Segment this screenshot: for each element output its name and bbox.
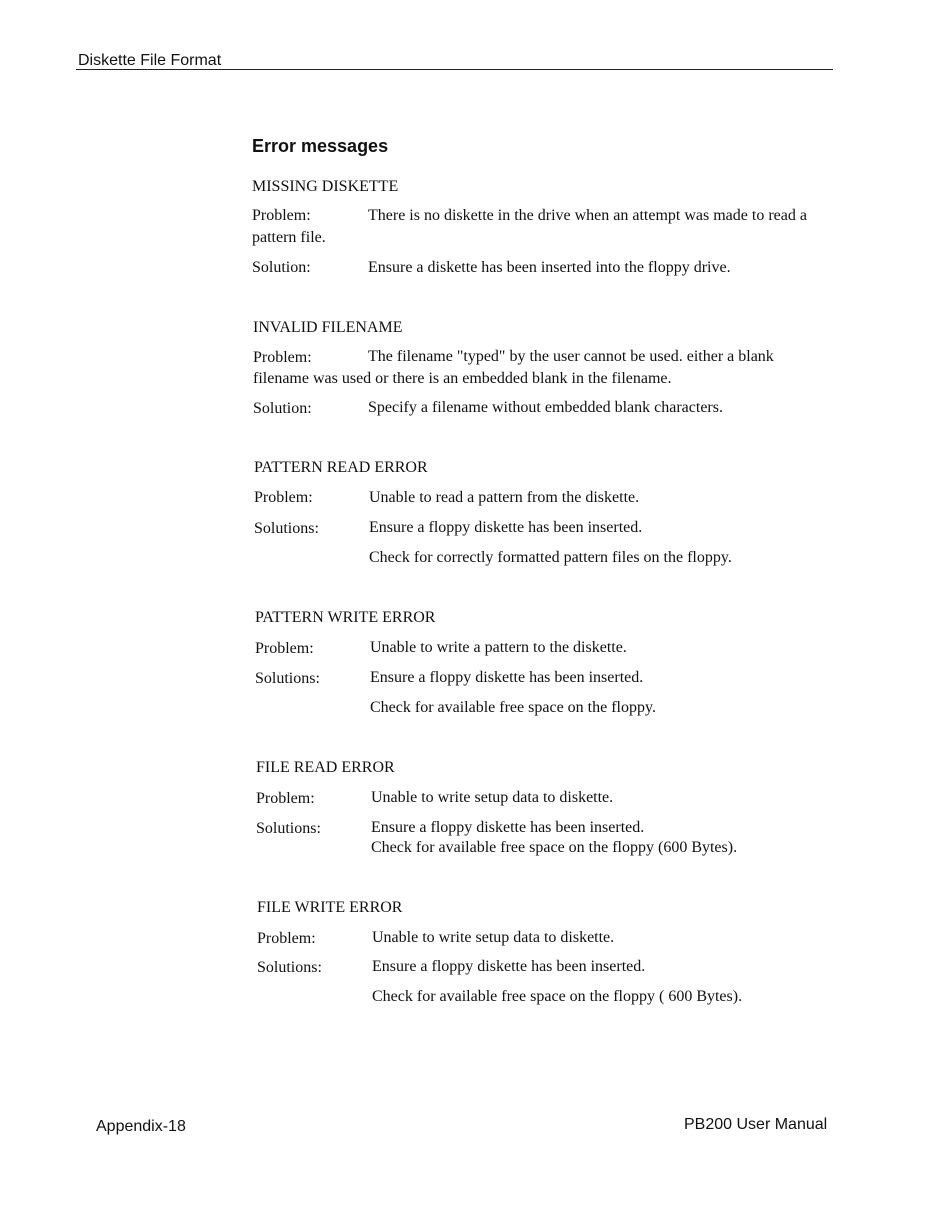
solution-text: Check for available free space on the floppy (600 Bytes).	[371, 839, 738, 856]
solution-label: Solution:	[252, 259, 311, 276]
problem-text: Unable to write setup data to diskette.	[372, 929, 615, 946]
error-name: FILE WRITE ERROR	[257, 899, 403, 916]
problem-label: Problem:	[255, 640, 314, 657]
page-number: Appendix-18	[96, 1118, 186, 1135]
solution-text: Ensure a floppy diskette has been inserted.	[370, 669, 644, 686]
header-rule	[76, 69, 833, 70]
error-name: FILE READ ERROR	[256, 759, 395, 776]
solution-text: Check for available free space on the floppy ( 600 Bytes).	[372, 988, 743, 1005]
problem-text: Unable to write a pattern to the diskette.	[370, 639, 627, 656]
problem-label: Problem:	[257, 930, 316, 947]
solution-text: Ensure a floppy diskette has been inserted.	[371, 819, 645, 836]
error-name: PATTERN WRITE ERROR	[255, 609, 436, 626]
solution-text: Ensure a diskette has been inserted into the floppy drive.	[368, 259, 731, 276]
solution-label: Solutions:	[257, 959, 322, 976]
solution-label: Solutions:	[254, 520, 319, 537]
problem-label: Problem:	[253, 349, 312, 366]
manual-title: PB200 User Manual	[684, 1116, 828, 1133]
solution-label: Solution:	[253, 400, 312, 417]
solution-text: Check for available free space on the floppy.	[370, 699, 656, 716]
solution-text: Ensure a floppy diskette has been inserted.	[369, 519, 643, 536]
error-name: INVALID FILENAME	[253, 319, 403, 336]
solution-text: Check for correctly formatted pattern files on the floppy.	[369, 549, 732, 566]
problem-label: Problem:	[254, 489, 313, 506]
problem-text: Unable to write setup data to diskette.	[371, 789, 614, 806]
running-header-title: Diskette File Format	[78, 52, 222, 69]
solution-text: Specify a filename without embedded blank characters.	[368, 399, 723, 416]
problem-label: Problem:	[252, 207, 311, 224]
error-name: PATTERN READ ERROR	[254, 459, 428, 476]
section-heading: Error messages	[252, 136, 389, 156]
problem-text: The filename "typed" by the user cannot be used. either a blank filename was used or there is an embedded blank in the filename.	[253, 348, 774, 387]
solution-label: Solutions:	[256, 820, 321, 837]
solution-label: Solutions:	[255, 670, 320, 687]
problem-label: Problem:	[256, 790, 315, 807]
problem-text: There is no diskette in the drive when an attempt was made to read a pattern file.	[252, 207, 807, 246]
error-name: MISSING DISKETTE	[252, 178, 399, 195]
problem-text: Unable to read a pattern from the diskette.	[369, 489, 640, 506]
solution-text: Ensure a floppy diskette has been inserted.	[372, 958, 646, 975]
